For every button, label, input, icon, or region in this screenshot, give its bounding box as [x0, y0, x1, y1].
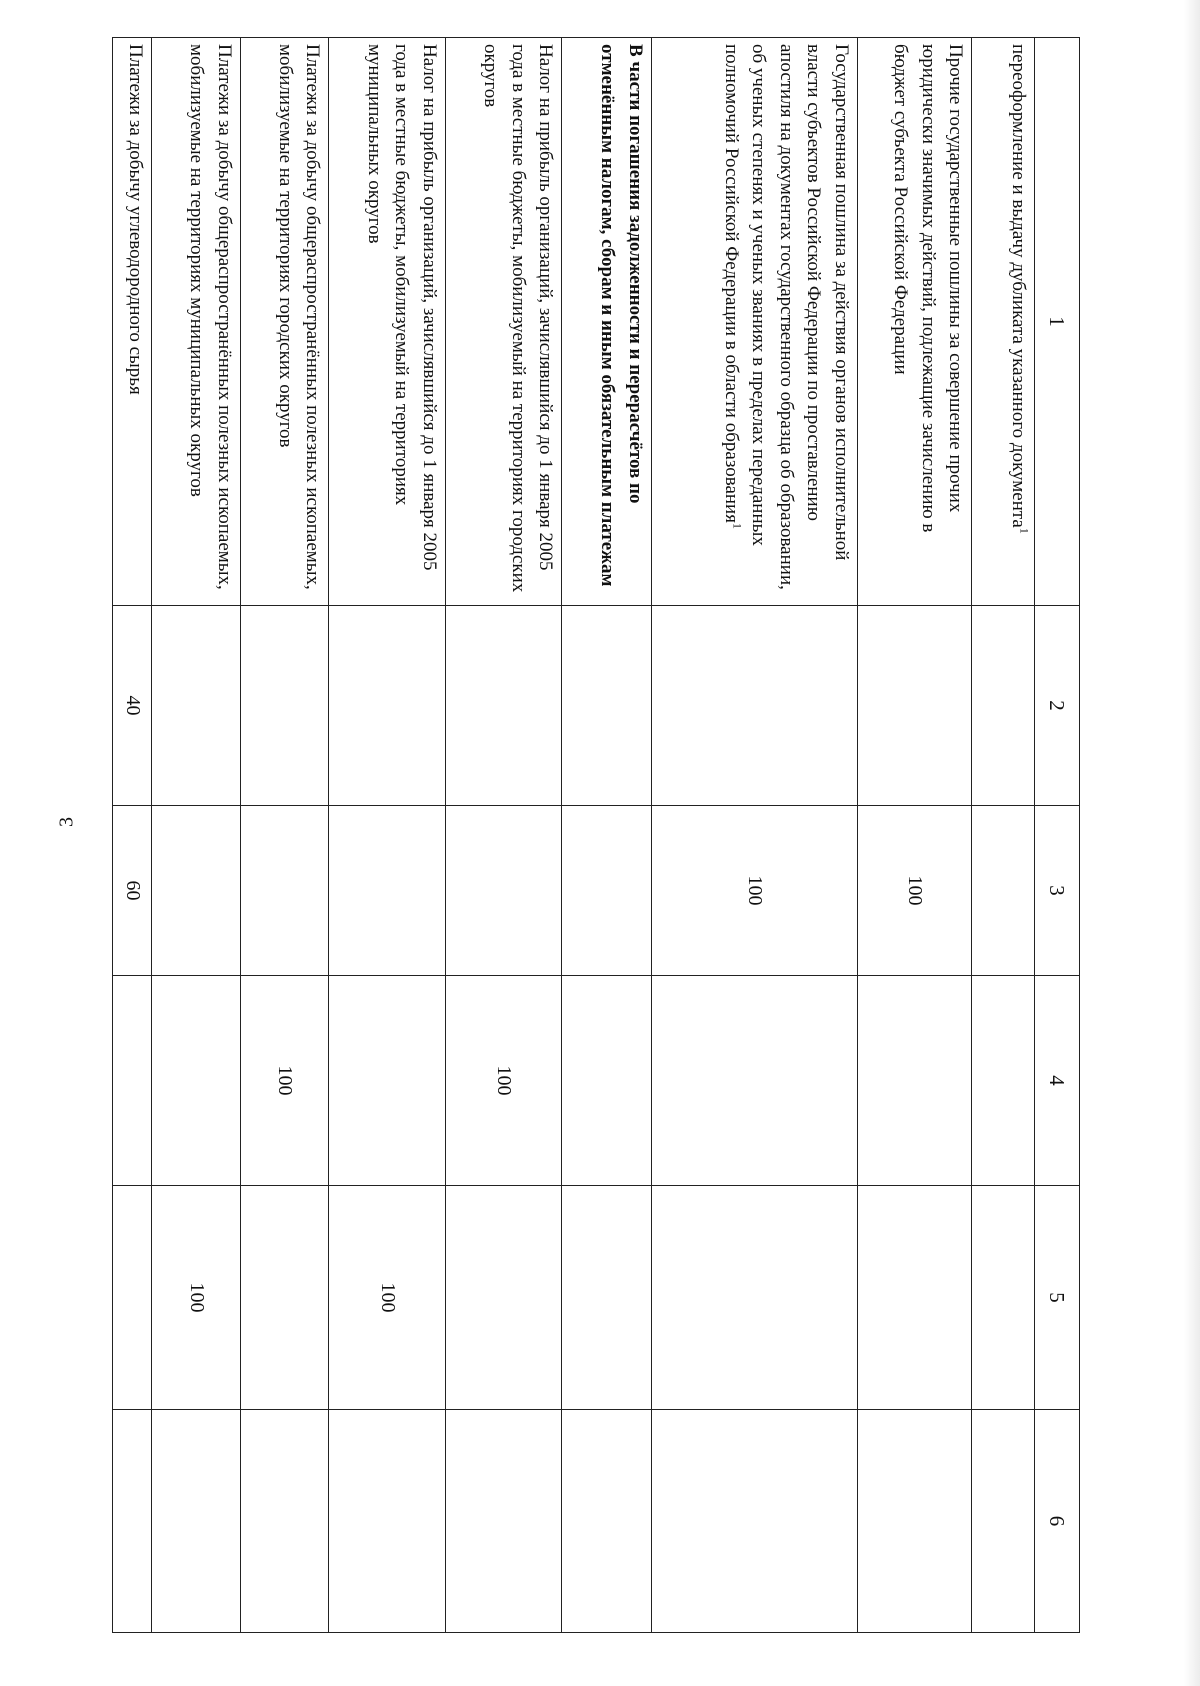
value-cell — [562, 1410, 652, 1633]
value-cell — [445, 1410, 561, 1633]
table-row — [857, 38, 971, 1633]
column-number-row — [1035, 38, 1080, 1633]
column-header: 1 — [1035, 38, 1080, 606]
value-cell — [152, 1410, 241, 1633]
row-label — [972, 38, 1035, 606]
scan-edge — [1184, 0, 1200, 1686]
value-cell — [329, 976, 445, 1186]
row-label-text: Платежи за добычу углеводородного сырья — [125, 44, 147, 395]
table-row — [651, 38, 857, 1633]
value-cell — [113, 1410, 152, 1633]
table-row — [152, 38, 241, 1633]
row-label-text: Платежи за добычу общераспространённых полезных ископаемых, мобилизуемые на территориях муниципальных округов — [186, 44, 235, 590]
value-cell: 100 — [329, 1186, 445, 1410]
value-cell: 100 — [857, 806, 971, 976]
row-label — [329, 38, 445, 606]
value-cell — [562, 606, 652, 806]
value-cell: 100 — [445, 976, 561, 1186]
value-cell — [972, 1410, 1035, 1633]
page-number: 3 — [55, 817, 78, 827]
value-cell — [651, 606, 857, 806]
value-cell — [562, 806, 652, 976]
row-label — [651, 38, 857, 606]
row-label-text: Государственная пошлина за действия органов исполнительной власти субъектов Российской Федерации по проставлению апостиля на документах государственного образца об образовании, об ученых степенях и ученых званиях в пределах переданных полномочий Российской Федерации в области образования — [720, 44, 852, 590]
row-label-text: Налог на прибыль организаций, зачислявшийся до 1 января 2005 года в местные бюджеты, мобилизуемый на территориях муниципальных округов — [363, 44, 440, 571]
value-cell — [329, 1410, 445, 1633]
table-row — [329, 38, 445, 1633]
value-cell — [651, 976, 857, 1186]
value-cell — [152, 606, 241, 806]
row-label — [113, 38, 152, 606]
value-cell — [445, 606, 561, 806]
row-label-text: Налог на прибыль организаций, зачислявшийся до 1 января 2005 года в местные бюджеты, мобилизуемый на территориях городских округов — [480, 44, 557, 593]
row-label-text: Платежи за добычу общераспространённых полезных ископаемых, мобилизуемые на территориях городских округов — [274, 44, 324, 590]
value-cell — [445, 806, 561, 976]
value-cell — [240, 606, 329, 806]
value-cell — [329, 806, 445, 976]
value-cell — [972, 1186, 1035, 1410]
value-cell — [113, 976, 152, 1186]
table-row — [972, 38, 1035, 1633]
column-header: 4 — [1035, 976, 1080, 1186]
value-cell — [972, 606, 1035, 806]
value-cell — [972, 806, 1035, 976]
value-cell — [240, 806, 329, 976]
value-cell — [651, 1410, 857, 1633]
table-row — [113, 38, 152, 1633]
value-cell — [240, 1410, 329, 1633]
distribution-table — [112, 37, 1080, 1633]
row-label — [240, 38, 329, 606]
table-row — [240, 38, 329, 1633]
value-cell: 100 — [651, 806, 857, 976]
row-label — [857, 38, 971, 606]
column-header: 2 — [1035, 606, 1080, 806]
section-row — [562, 38, 652, 1633]
value-cell — [240, 1186, 329, 1410]
footnote-marker: 1 — [730, 522, 745, 529]
value-cell — [562, 976, 652, 1186]
column-header: 5 — [1035, 1186, 1080, 1410]
value-cell — [857, 606, 971, 806]
value-cell — [857, 976, 971, 1186]
value-cell — [152, 806, 241, 976]
value-cell — [445, 1186, 561, 1410]
table-row — [445, 38, 561, 1633]
rotated-table-wrapper — [112, 37, 1080, 1632]
footnote-marker: 1 — [1017, 527, 1032, 534]
column-header: 3 — [1035, 806, 1080, 976]
value-cell: 100 — [240, 976, 329, 1186]
row-label — [152, 38, 241, 606]
row-label-text: переоформление и выдачу дубликата указанного документа — [1008, 44, 1029, 528]
value-cell — [972, 976, 1035, 1186]
value-cell — [857, 1186, 971, 1410]
value-cell: 60 — [113, 806, 152, 976]
value-cell — [651, 1186, 857, 1410]
section-heading-text: В части погашения задолженности и перерасчётов по отменённым налогам, сборам и иным обязательным платежам — [597, 44, 646, 587]
row-label-text: Прочие государственные пошлины за совершение прочих юридически значимых действий, подлежащие зачислению в бюджет субъекта Российской Федерации — [890, 44, 967, 533]
section-heading — [562, 38, 652, 606]
value-cell: 100 — [152, 1186, 241, 1410]
value-cell — [152, 976, 241, 1186]
value-cell — [113, 1186, 152, 1410]
value-cell: 40 — [113, 606, 152, 806]
row-label — [445, 38, 561, 606]
column-header: 6 — [1035, 1410, 1080, 1633]
value-cell — [329, 606, 445, 806]
value-cell — [857, 1410, 971, 1633]
value-cell — [562, 1186, 652, 1410]
